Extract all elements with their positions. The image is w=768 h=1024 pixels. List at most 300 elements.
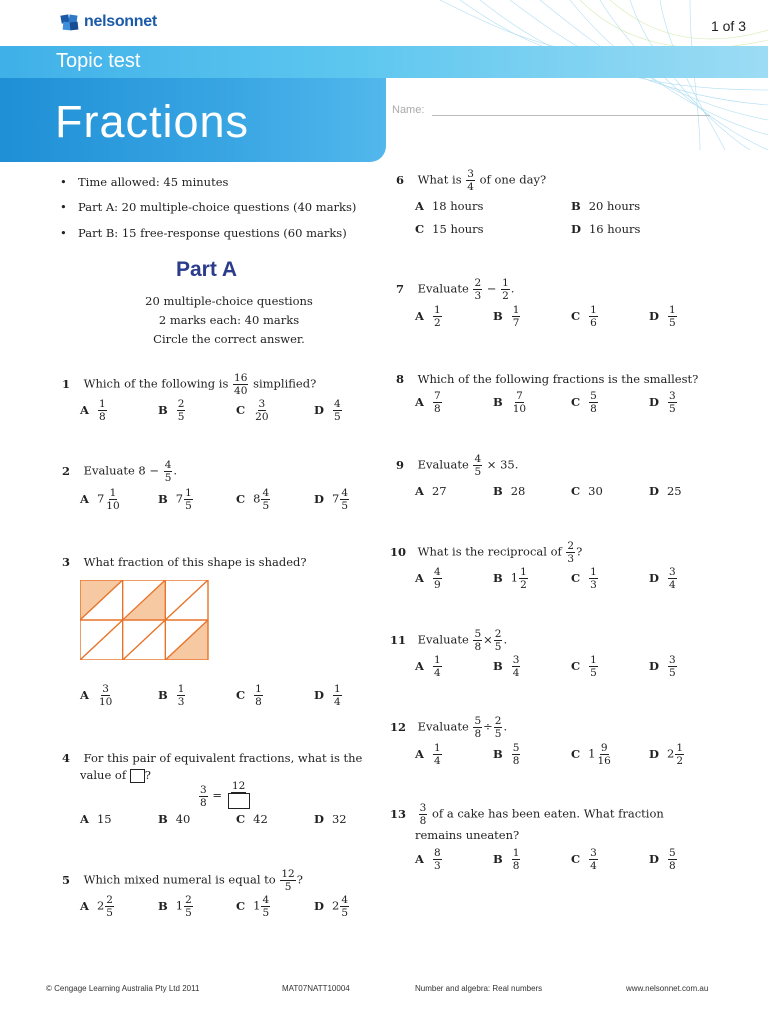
question-text: value of bbox=[80, 768, 127, 782]
denominator: 7 bbox=[512, 317, 520, 330]
option-letter: D bbox=[314, 898, 324, 913]
option-b[interactable] bbox=[158, 894, 194, 919]
option-value: 42 bbox=[253, 812, 268, 826]
fraction bbox=[340, 894, 349, 919]
fraction bbox=[473, 453, 482, 478]
shaded-shape-diagram bbox=[80, 580, 210, 660]
option-letter: C bbox=[236, 687, 246, 702]
option-letter: A bbox=[80, 402, 89, 417]
fraction bbox=[233, 372, 248, 397]
fraction bbox=[98, 683, 113, 708]
denominator: 4 bbox=[668, 579, 676, 592]
numerator: 1 bbox=[512, 304, 520, 316]
numerator: 2 bbox=[177, 398, 185, 410]
question-text: Evaluate 8 − bbox=[83, 463, 160, 478]
bullet-part-a: • Part A: 20 multiple-choice questions (40 marks) bbox=[60, 200, 357, 214]
fraction bbox=[473, 277, 482, 302]
question-text: Evaluate bbox=[417, 281, 469, 296]
denominator: 2 bbox=[676, 755, 683, 768]
whole-number: 1 bbox=[588, 746, 596, 761]
option-letter: A bbox=[80, 898, 89, 913]
option-value: 16 hours bbox=[588, 222, 641, 236]
numerator: 5 bbox=[474, 628, 482, 640]
operator: × bbox=[483, 632, 493, 647]
question-9 bbox=[396, 453, 518, 478]
denominator: 4 bbox=[333, 696, 341, 709]
numerator: 3 bbox=[668, 390, 676, 402]
option-b[interactable] bbox=[158, 487, 194, 512]
denominator: 10 bbox=[106, 500, 120, 513]
numerator: 4 bbox=[262, 894, 270, 906]
question-number: 3 bbox=[62, 555, 71, 569]
part-a-line: 2 marks each: 40 marks bbox=[158, 313, 300, 327]
denominator: 5 bbox=[185, 907, 192, 920]
denominator: 4 bbox=[512, 667, 520, 680]
option-letter: D bbox=[314, 812, 324, 826]
option-letter: D bbox=[649, 851, 659, 866]
question-7 bbox=[396, 277, 514, 302]
fraction bbox=[473, 628, 482, 653]
numerator: 3 bbox=[668, 654, 676, 666]
numerator: 1 bbox=[255, 683, 262, 695]
numerator: 1 bbox=[502, 277, 509, 289]
equals-sign: = bbox=[212, 788, 222, 803]
whole-number: 1 bbox=[253, 898, 261, 913]
denominator: 4 bbox=[590, 860, 597, 873]
question-text: . bbox=[510, 281, 515, 296]
bullet-text: Part A: 20 multiple-choice questions (40 marks) bbox=[78, 200, 357, 214]
option-c[interactable] bbox=[415, 222, 484, 236]
numerator: 1 bbox=[109, 487, 117, 499]
part-a-line: 20 multiple-choice questions bbox=[145, 294, 313, 308]
numerator: 3 bbox=[419, 802, 427, 814]
option-b[interactable] bbox=[158, 683, 186, 708]
option-c[interactable] bbox=[236, 487, 271, 512]
question-number: 12 bbox=[390, 719, 407, 734]
option-letter: D bbox=[314, 491, 324, 506]
denominator: 5 bbox=[341, 500, 348, 513]
numerator: 4 bbox=[433, 566, 441, 578]
denominator: 5 bbox=[177, 411, 185, 424]
denominator: 5 bbox=[106, 907, 113, 920]
option-d[interactable] bbox=[571, 222, 640, 236]
option-letter: D bbox=[314, 687, 324, 702]
question-3 bbox=[62, 555, 307, 569]
part-a-line: Circle the correct answer. bbox=[153, 332, 305, 346]
option-d[interactable] bbox=[314, 812, 347, 826]
numerator: 1 bbox=[185, 487, 192, 499]
option-d[interactable] bbox=[314, 683, 343, 708]
denominator: 5 bbox=[262, 500, 270, 513]
fraction bbox=[512, 390, 527, 415]
numerator: 1 bbox=[512, 847, 520, 859]
option-value: 18 hours bbox=[431, 199, 484, 213]
option-c[interactable] bbox=[571, 484, 603, 498]
option-letter: C bbox=[571, 394, 581, 409]
numerator: 4 bbox=[341, 894, 348, 906]
name-label: Name: bbox=[392, 104, 425, 116]
numerator: 1 bbox=[520, 566, 527, 578]
denominator: 5 bbox=[164, 472, 172, 485]
fraction bbox=[184, 894, 193, 919]
option-letter: A bbox=[415, 570, 424, 585]
question-4-line-2 bbox=[80, 768, 151, 783]
option-letter: C bbox=[236, 491, 246, 506]
option-letter: B bbox=[493, 570, 503, 585]
option-letter: C bbox=[571, 746, 581, 761]
denominator: 3 bbox=[433, 860, 441, 873]
option-letter: C bbox=[236, 898, 246, 913]
fraction bbox=[254, 398, 269, 423]
fraction bbox=[675, 742, 684, 767]
option-value: 25 bbox=[666, 484, 682, 498]
question-number: 7 bbox=[396, 281, 405, 296]
fraction bbox=[566, 540, 575, 565]
denominator: 3 bbox=[474, 290, 482, 303]
denominator: 4 bbox=[433, 755, 441, 768]
question-10 bbox=[390, 540, 582, 565]
band-label: Topic test bbox=[56, 50, 141, 72]
option-letter: D bbox=[649, 484, 659, 498]
option-letter: B bbox=[493, 851, 503, 866]
denominator: 3 bbox=[567, 553, 575, 566]
fraction bbox=[589, 566, 598, 591]
option-d[interactable] bbox=[649, 390, 678, 415]
nelsonnet-logo bbox=[60, 12, 157, 32]
fraction bbox=[519, 566, 528, 591]
denominator: 8 bbox=[474, 728, 482, 741]
fraction bbox=[433, 742, 442, 767]
question-5 bbox=[62, 868, 303, 893]
option-letter: D bbox=[649, 308, 659, 323]
fraction bbox=[512, 847, 521, 872]
fraction bbox=[473, 715, 482, 740]
option-letter: B bbox=[571, 199, 581, 213]
option-letter: B bbox=[158, 812, 168, 826]
option-b[interactable] bbox=[158, 398, 186, 423]
fraction bbox=[98, 398, 107, 423]
option-b[interactable] bbox=[493, 566, 529, 591]
denominator: 5 bbox=[668, 317, 676, 330]
option-b[interactable] bbox=[493, 654, 521, 679]
question-text: Which mixed numeral is equal to bbox=[83, 872, 276, 887]
question-text: . bbox=[503, 632, 508, 647]
option-letter: C bbox=[571, 658, 581, 673]
fraction bbox=[340, 487, 349, 512]
question-number: 4 bbox=[62, 751, 71, 765]
numerator: 5 bbox=[512, 742, 520, 754]
numerator: 12 bbox=[281, 868, 295, 880]
option-d[interactable] bbox=[649, 566, 678, 591]
question-text: of one day? bbox=[479, 172, 547, 187]
option-a[interactable] bbox=[415, 304, 443, 329]
option-letter: A bbox=[415, 394, 424, 409]
denominator: 5 bbox=[333, 411, 341, 424]
option-a[interactable] bbox=[80, 487, 122, 512]
question-number: 11 bbox=[390, 632, 407, 647]
bullet-time: • Time allowed: 45 minutes bbox=[60, 175, 229, 189]
numerator: 1 bbox=[590, 566, 597, 578]
denominator: 2 bbox=[520, 579, 527, 592]
fraction bbox=[177, 683, 186, 708]
option-d[interactable] bbox=[314, 894, 350, 919]
option-letter: D bbox=[649, 394, 659, 409]
equivalent-fractions bbox=[198, 780, 252, 812]
numerator: 2 bbox=[567, 540, 575, 552]
fraction bbox=[512, 742, 521, 767]
option-letter: A bbox=[415, 658, 424, 673]
question-text: ? bbox=[144, 768, 151, 782]
question-number: 6 bbox=[396, 172, 405, 187]
fraction bbox=[280, 868, 295, 893]
option-c[interactable] bbox=[571, 742, 613, 767]
numerator: 1 bbox=[668, 304, 676, 316]
option-value: 32 bbox=[331, 812, 347, 826]
numerator: 2 bbox=[494, 715, 502, 727]
option-letter: C bbox=[415, 222, 425, 236]
question-text: . bbox=[173, 463, 178, 478]
option-letter: C bbox=[236, 402, 246, 417]
operator: ÷ bbox=[483, 719, 493, 734]
option-b[interactable] bbox=[493, 847, 521, 872]
fraction bbox=[433, 654, 442, 679]
numerator: 1 bbox=[433, 654, 441, 666]
denominator: 5 bbox=[284, 881, 292, 894]
whole-number: 7 bbox=[331, 491, 340, 506]
fraction bbox=[433, 566, 442, 591]
question-text: Which of the following fractions is the smallest? bbox=[417, 372, 699, 386]
option-b[interactable] bbox=[571, 199, 640, 213]
option-c[interactable] bbox=[571, 390, 599, 415]
denominator-box bbox=[227, 793, 251, 812]
option-letter: A bbox=[415, 746, 424, 761]
question-text: Evaluate bbox=[417, 719, 469, 734]
name-field[interactable] bbox=[432, 115, 710, 116]
denominator: 3 bbox=[590, 579, 597, 592]
option-c[interactable] bbox=[571, 566, 599, 591]
option-c[interactable] bbox=[236, 398, 271, 423]
option-c[interactable] bbox=[236, 812, 268, 826]
question-12 bbox=[390, 715, 507, 740]
option-d[interactable] bbox=[649, 847, 678, 872]
whole-number: 7 bbox=[96, 491, 105, 506]
numerator: 7 bbox=[433, 390, 441, 402]
denominator: 2 bbox=[433, 317, 441, 330]
footer-copyright: © Cengage Learning Australia Pty Ltd 2011 bbox=[46, 984, 200, 993]
option-a[interactable] bbox=[415, 566, 443, 591]
option-letter: A bbox=[415, 199, 424, 213]
numerator: 3 bbox=[258, 398, 266, 410]
fraction bbox=[589, 847, 598, 872]
option-b[interactable] bbox=[493, 742, 521, 767]
fraction bbox=[433, 847, 442, 872]
part-a-heading: Part A bbox=[176, 258, 238, 281]
option-a[interactable] bbox=[80, 894, 115, 919]
fraction bbox=[668, 654, 677, 679]
question-number: 2 bbox=[62, 463, 71, 478]
question-text: What is bbox=[417, 172, 462, 187]
fraction bbox=[494, 715, 503, 740]
whole-number: 2 bbox=[331, 898, 340, 913]
option-c[interactable] bbox=[571, 654, 599, 679]
option-letter: C bbox=[236, 812, 246, 826]
option-value: 15 bbox=[96, 812, 112, 826]
option-a[interactable] bbox=[415, 654, 443, 679]
option-a[interactable] bbox=[415, 390, 443, 415]
bullet-text: Time allowed: 45 minutes bbox=[78, 175, 229, 189]
question-number: 5 bbox=[62, 872, 71, 887]
question-text: Evaluate bbox=[417, 457, 469, 472]
denominator: 2 bbox=[502, 290, 509, 303]
option-letter: B bbox=[493, 308, 503, 323]
numerator: 4 bbox=[474, 453, 482, 465]
fraction bbox=[419, 802, 428, 827]
option-letter: C bbox=[571, 851, 581, 866]
numerator: 1 bbox=[590, 304, 597, 316]
question-8 bbox=[396, 372, 698, 386]
option-d[interactable] bbox=[649, 484, 682, 498]
option-letter: B bbox=[493, 394, 503, 409]
numerator: 1 bbox=[98, 398, 106, 410]
numerator: 12 bbox=[231, 780, 246, 792]
whole-number: 1 bbox=[510, 570, 519, 585]
title-box bbox=[0, 78, 386, 162]
option-letter: A bbox=[80, 491, 89, 506]
fraction bbox=[105, 487, 120, 512]
numerator: 3 bbox=[102, 683, 109, 695]
option-value: 20 hours bbox=[588, 199, 641, 213]
denominator: 8 bbox=[668, 860, 676, 873]
numerator: 3 bbox=[512, 654, 520, 666]
option-a[interactable] bbox=[80, 683, 114, 708]
denominator: 9 bbox=[433, 579, 441, 592]
question-6 bbox=[396, 168, 546, 193]
option-value: 28 bbox=[510, 484, 526, 498]
fraction bbox=[589, 390, 598, 415]
option-d[interactable] bbox=[314, 398, 343, 423]
denominator: 5 bbox=[341, 907, 348, 920]
option-a[interactable] bbox=[80, 398, 108, 423]
question-4 bbox=[62, 751, 362, 765]
option-a[interactable] bbox=[415, 199, 483, 213]
fraction bbox=[512, 304, 521, 329]
option-letter: C bbox=[571, 570, 581, 585]
fraction bbox=[199, 784, 208, 809]
question-13-line-2 bbox=[415, 828, 519, 842]
option-d[interactable] bbox=[649, 304, 678, 329]
denominator: 5 bbox=[185, 500, 192, 513]
numerator: 5 bbox=[668, 847, 676, 859]
question-text: ? bbox=[296, 872, 303, 887]
denominator: 8 bbox=[512, 860, 520, 873]
option-d[interactable] bbox=[314, 487, 350, 512]
numerator: 1 bbox=[177, 683, 185, 695]
question-number: 13 bbox=[390, 806, 407, 821]
question-text: ? bbox=[576, 544, 583, 559]
question-text: For this pair of equivalent fractions, what is the bbox=[83, 751, 363, 765]
denominator: 10 bbox=[98, 696, 113, 709]
denominator: 8 bbox=[590, 403, 597, 416]
fraction bbox=[227, 780, 251, 812]
denominator: 8 bbox=[512, 755, 520, 768]
option-a[interactable] bbox=[80, 812, 112, 826]
fraction bbox=[494, 628, 503, 653]
option-letter: B bbox=[158, 491, 168, 506]
option-d[interactable] bbox=[649, 742, 685, 767]
option-letter: C bbox=[571, 308, 581, 323]
fraction bbox=[333, 398, 342, 423]
numerator: 3 bbox=[200, 783, 207, 796]
fraction bbox=[596, 742, 611, 767]
whole-number: 2 bbox=[96, 898, 105, 913]
whole-number: 8 bbox=[253, 491, 261, 506]
option-b[interactable] bbox=[158, 812, 190, 826]
option-value: 30 bbox=[588, 484, 603, 498]
numerator: 3 bbox=[467, 168, 474, 180]
option-b[interactable] bbox=[493, 390, 528, 415]
fraction bbox=[254, 683, 263, 708]
option-c[interactable] bbox=[571, 847, 599, 872]
numerator: 7 bbox=[516, 390, 523, 402]
option-letter: D bbox=[314, 402, 324, 417]
question-text: What is the reciprocal of bbox=[417, 544, 562, 559]
numerator: 4 bbox=[164, 459, 172, 471]
option-a[interactable] bbox=[415, 847, 443, 872]
option-letter: B bbox=[158, 687, 168, 702]
numerator: 4 bbox=[341, 487, 348, 499]
question-text: What fraction of this shape is shaded? bbox=[83, 555, 307, 569]
question-number: 9 bbox=[396, 457, 405, 472]
option-letter: B bbox=[158, 898, 168, 913]
question-2 bbox=[62, 459, 177, 484]
footer-url[interactable]: www.nelsonnet.com.au bbox=[626, 984, 709, 993]
option-letter: D bbox=[649, 658, 659, 673]
fraction bbox=[466, 168, 475, 193]
option-b[interactable] bbox=[493, 304, 521, 329]
whole-number: 7 bbox=[175, 491, 184, 506]
option-a[interactable] bbox=[415, 484, 447, 498]
question-text: . bbox=[503, 719, 508, 734]
unknown-box bbox=[130, 769, 145, 783]
denominator: 8 bbox=[98, 411, 106, 424]
fraction bbox=[177, 398, 186, 423]
option-letter: D bbox=[649, 746, 659, 761]
denominator: 8 bbox=[433, 403, 441, 416]
header-band bbox=[0, 46, 768, 78]
option-c[interactable] bbox=[236, 894, 271, 919]
denominator: 40 bbox=[234, 385, 248, 398]
footer-strand: Number and algebra: Real numbers bbox=[415, 984, 543, 993]
option-d[interactable] bbox=[649, 654, 678, 679]
fraction bbox=[105, 894, 114, 919]
fraction bbox=[668, 847, 677, 872]
fraction bbox=[589, 654, 598, 679]
denominator: 5 bbox=[494, 728, 502, 741]
option-b[interactable] bbox=[493, 484, 525, 498]
denominator: 5 bbox=[590, 667, 597, 680]
denominator: 4 bbox=[467, 181, 474, 194]
option-letter: A bbox=[415, 308, 424, 323]
option-a[interactable] bbox=[415, 742, 443, 767]
numerator: 1 bbox=[590, 654, 597, 666]
fraction bbox=[261, 894, 270, 919]
option-c[interactable] bbox=[571, 304, 599, 329]
fraction bbox=[501, 277, 510, 302]
fraction bbox=[433, 390, 442, 415]
option-c[interactable] bbox=[236, 683, 264, 708]
numerator: 1 bbox=[676, 742, 683, 754]
denominator: 8 bbox=[255, 696, 262, 709]
